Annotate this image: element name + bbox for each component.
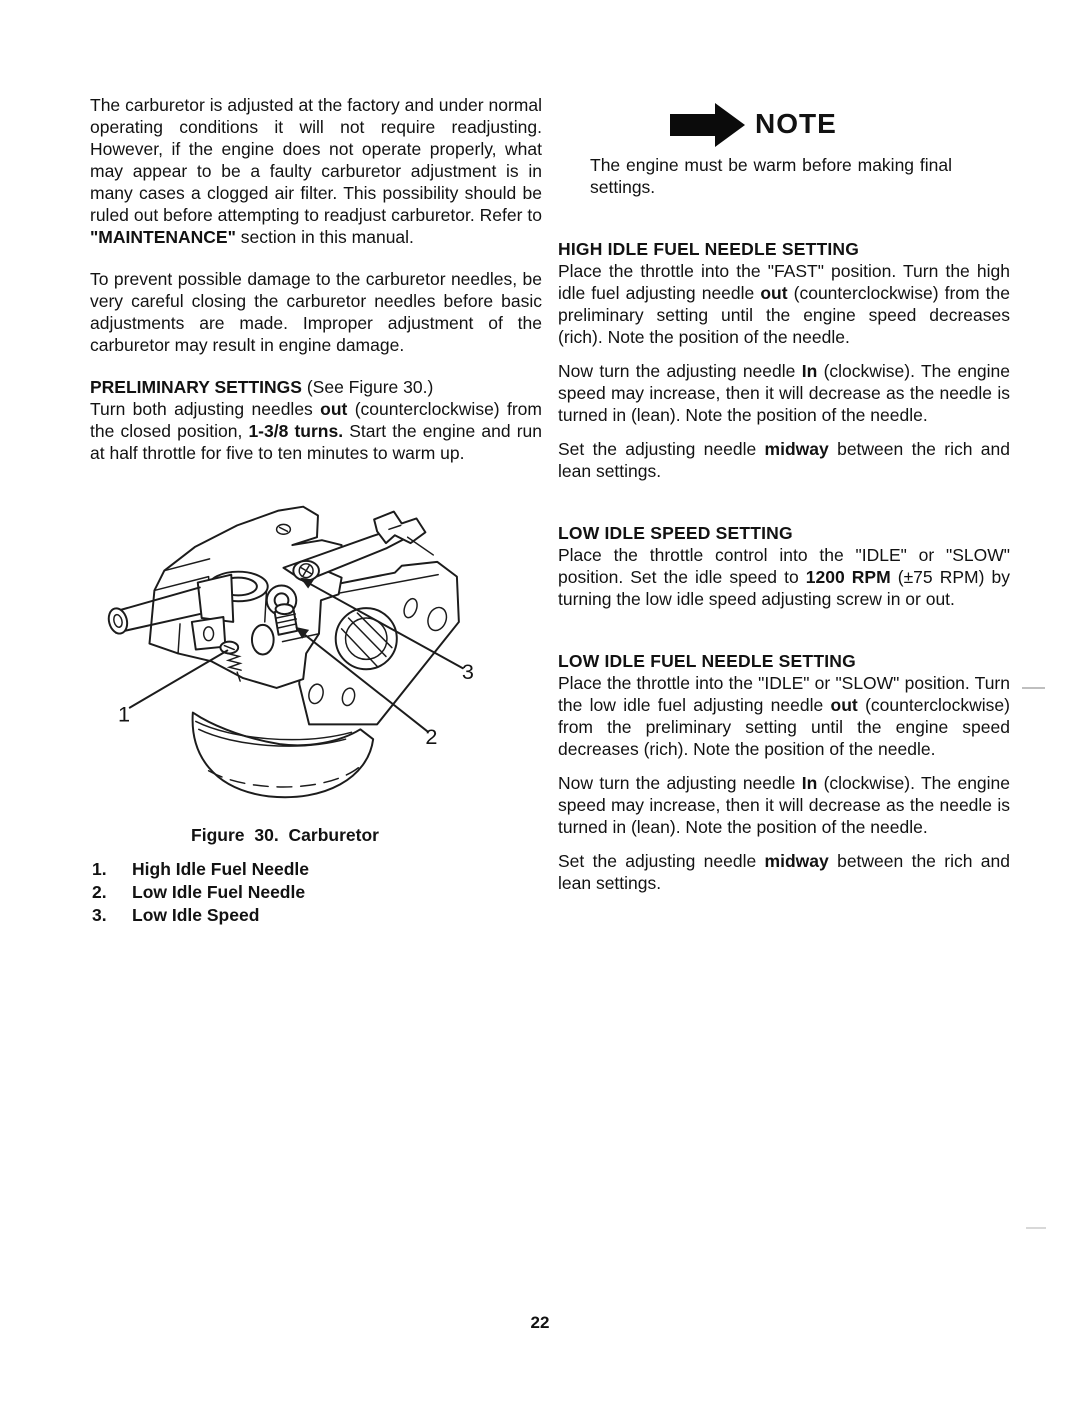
legend-item-1 xyxy=(90,858,542,881)
section-paragraph: Now turn the adjusting needle In (clockwise). The engine speed may increase, then it will decrease as the needle is turned in (lean). Note the position of the needle. xyxy=(558,773,1011,837)
scan-artifact-speck xyxy=(1026,1227,1046,1229)
legend-item-2 xyxy=(90,881,542,904)
page-number: 22 xyxy=(530,1313,550,1332)
left-column xyxy=(90,94,542,927)
preliminary-settings-body: Turn both adjusting needles out (counterclockwise) from the closed position, 1-3/8 turns. Start the engine and run at half throttle for five to ten minutes to warm up. xyxy=(90,399,542,463)
section-paragraph: Set the adjusting needle midway between the rich and lean settings. xyxy=(558,851,1010,893)
callout-label-2: 2 xyxy=(425,724,438,750)
note-body: The engine must be warm before making final settings. xyxy=(590,155,952,197)
carburetor-drawing xyxy=(90,484,542,819)
carburetor-figure xyxy=(90,484,542,927)
note-block xyxy=(558,100,1010,198)
note-title: NOTE xyxy=(755,108,837,139)
section-paragraph: Now turn the adjusting needle In (clockwise). The engine speed may increase, then it will decrease as the needle is turned in (lean). Note the position of the needle. xyxy=(558,361,1011,425)
callout-line-1 xyxy=(130,651,228,708)
section-low-idle-fuel xyxy=(558,650,1010,894)
callout-label-3: 3 xyxy=(461,659,474,685)
section-paragraph: Place the throttle control into the "IDLE" or "SLOW" position. Set the idle speed to 1200 RPM (±75 RPM) by turning the low idle speed adjusting screw in or out. xyxy=(558,545,1011,609)
note-header xyxy=(670,100,1010,148)
figure-caption: Figure 30. Carburetor xyxy=(191,825,379,845)
legend-label: Low Idle Speed xyxy=(132,905,260,925)
section-heading: HIGH IDLE FUEL NEEDLE SETTING xyxy=(558,239,860,259)
legend-number: 3. xyxy=(92,905,107,925)
right-column xyxy=(558,100,1010,906)
legend-label: Low Idle Fuel Needle xyxy=(132,882,306,902)
section-heading: LOW IDLE SPEED SETTING xyxy=(558,523,793,543)
scan-artifact-dash xyxy=(1022,687,1045,689)
figure-legend xyxy=(90,858,542,927)
legend-label: High Idle Fuel Needle xyxy=(132,859,309,879)
note-arrow-icon xyxy=(670,101,745,148)
section-heading: LOW IDLE FUEL NEEDLE SETTING xyxy=(558,651,856,671)
section-low-idle-speed xyxy=(558,522,1010,610)
preliminary-settings-paragraph: PRELIMINARY SETTINGS (See Figure 30.) xyxy=(90,377,434,397)
legend-number: 2. xyxy=(92,882,107,902)
section-paragraph: Set the adjusting needle midway between the rich and lean settings. xyxy=(558,439,1010,481)
legend-number: 1. xyxy=(92,859,107,879)
section-paragraph: Place the throttle into the "IDLE" or "SLOW" position. Turn the low idle fuel adjusting needle out (counterclockwise) from the preliminary setting until the engine speed decreases (rich). Note the position of the needle. xyxy=(558,673,1010,759)
legend-item-3 xyxy=(90,904,542,927)
callout-label-1: 1 xyxy=(117,701,131,727)
intro-paragraph: The carburetor is adjusted at the factory and under normal operating conditions it will not require readjusting. However, if the engine does not operate properly, what may appear to be a faulty carburetor adjustment is in many cases a clogged air filter. This possibility should be ruled out before attempting to readjust carburetor. Refer to "MAINTENANCE" section in this manual. xyxy=(90,95,542,247)
section-high-idle xyxy=(558,238,1010,482)
caution-paragraph: To prevent possible damage to the carburetor needles, be very careful closing the carburetor needles before basic adjustments are made. Improper adjustment of the carburetor may result in engine damage. xyxy=(90,269,542,355)
section-paragraph: Place the throttle into the "FAST" position. Turn the high idle fuel adjusting needle out (counterclockwise) from the preliminary setting until the engine speed decreases (rich). Note the position of the needle. xyxy=(558,261,1010,347)
